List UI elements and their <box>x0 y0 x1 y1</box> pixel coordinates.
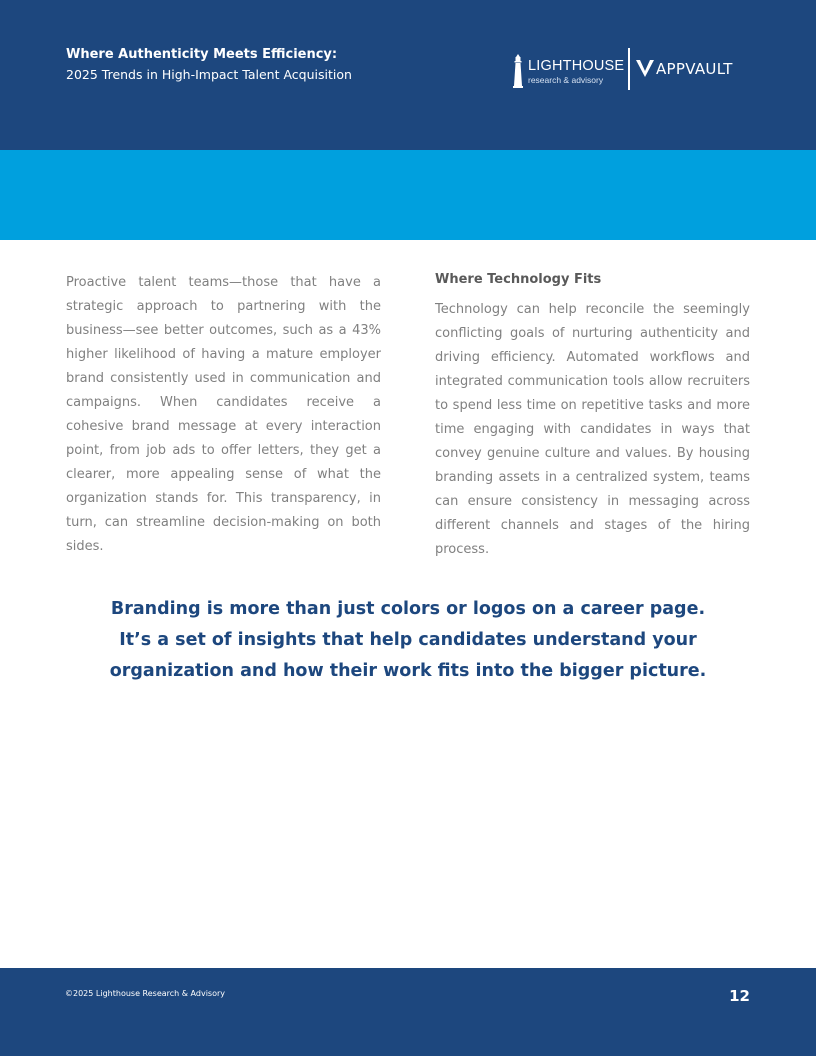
accent-band <box>0 150 816 240</box>
pull-quote: Branding is more than just colors or logos on a career page. It’s a set of insights that help candidates understand your organization and how their work fits into the bigger picture. <box>109 599 707 681</box>
appvault-icon <box>636 59 654 77</box>
lighthouse-logo-name: LIGHTHOUSE <box>528 58 625 74</box>
left-column-paragraph: Proactive talent teams—those that have a strategic approach to partnering with the business—see better outcomes, such as a 43% higher likelihood of having a mature employer brand consistently used in communication and campaigns. When candidates receive a cohesive brand message at every interaction point, from job ads to offer letters, they get a clearer, more appealing sense of what the organization stands for. This transparency, in turn, can streamline decision-making on both sides. <box>66 275 381 554</box>
page-footer <box>0 968 816 1056</box>
lighthouse-logo <box>512 54 625 90</box>
logo-divider <box>628 48 630 90</box>
report-subtitle: 2025 Trends in High-Impact Talent Acquisition <box>66 67 352 82</box>
copyright-notice: ©2025 Lighthouse Research & Advisory <box>65 989 226 998</box>
right-column-paragraph: Technology can help reconcile the seemingly conflicting goals of nurturing authenticity and driving efficiency. Automated workflows and integrated communication tools allow recruiters to spend less time on repetitive tasks and more time engaging with candidates in ways that convey genuine culture and values. By housing branding assets in a centralized system, teams can ensure consistency in messaging across different channels and stages of the hiring process. <box>435 302 750 557</box>
lighthouse-logo-tagline: research & advisory <box>528 75 604 85</box>
lighthouse-icon <box>512 54 524 88</box>
page-number: 12 <box>729 987 750 1005</box>
report-title: Where Authenticity Meets Efficiency: <box>66 47 338 62</box>
right-column-heading: Where Technology Fits <box>435 272 602 287</box>
appvault-logo-name: APPVAULT <box>656 60 733 78</box>
